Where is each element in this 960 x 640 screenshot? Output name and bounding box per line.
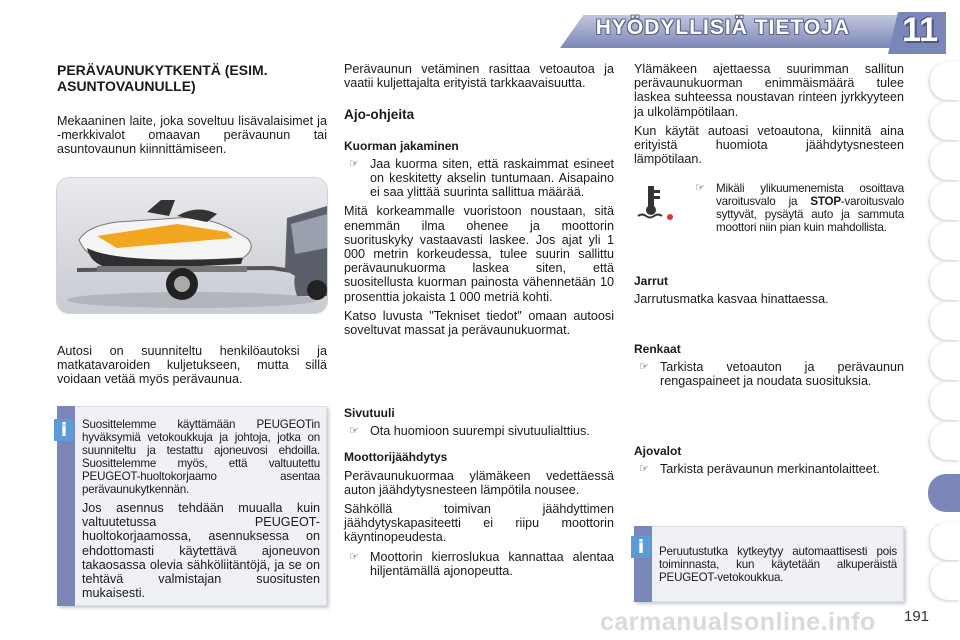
chapter-tab[interactable]: [930, 562, 960, 600]
trailer-illustration: [57, 178, 327, 313]
chapter-tab[interactable]: [930, 382, 960, 420]
hand-pointer-icon: ☞: [639, 361, 649, 374]
brakes-heading: Jarrut: [634, 274, 669, 288]
column-left: [57, 62, 327, 162]
tyres-heading: Renkaat: [634, 342, 681, 356]
tyres-block: [634, 342, 904, 394]
page-title: HYÖDYLLISIÄ TIETOJA: [595, 16, 850, 39]
chapter-tab[interactable]: [930, 522, 960, 560]
col2-intro: Perävaunun vetäminen rasittaa vetoautoa ja vaatii kuljettajalta erityistä tarkkaavaisuutta.: [344, 62, 614, 91]
brakes-block: [634, 274, 904, 311]
load-bullet: ☞ Jaa kuorma siten, että raskaimmat esineet on keskitetty akselin tuntumaan. Aisapaino ei saa ylittää suurinta sallittua määrää.: [344, 157, 614, 200]
coolant-temperature-warning-icon: [636, 184, 676, 224]
temp-warning-block: ☞ Mikäli ylikuumenemista osoittava varoitusvalo ja STOP-varoitusvalo syttyvät, pysäytä auto ja sammuta moottori niin pian kuin mahdollista.: [690, 182, 904, 239]
page-number: 191: [904, 608, 930, 625]
info-installation: Jos asennus tehdään muualla kuin valtuutetussa PEUGEOT-huoltokorjaamossa, asennuksessa on ehdottomasti käytettävä ajoneuvon takaosassa olevia sähköliitäntöjä, ja se on tehtävä valmistajan suositusten mukaisesti.: [82, 501, 320, 601]
parking-sensor-note: Peruutustutka kytkeytyy automaattisesti pois toiminnasta, kun käytetään alkuperäistä PEUGEOT-vetokoukkua.: [659, 545, 897, 584]
hand-pointer-icon: ☞: [349, 425, 359, 438]
chapter-tab[interactable]: [930, 222, 960, 260]
chapter-tab[interactable]: [930, 302, 960, 340]
chapter-tab[interactable]: [930, 142, 960, 180]
chapter-number: 11: [902, 11, 938, 49]
column-middle: [344, 62, 614, 342]
crosswind-bullet: ☞ Ota huomioon suurempi sivutuulialttius.: [344, 424, 614, 438]
info-icon: i: [631, 536, 651, 558]
lights-block: [634, 444, 904, 481]
info-box-small-text: [82, 418, 320, 501]
brakes-paragraph: Jarrutusmatka kasvaa hinattaessa.: [634, 292, 829, 307]
stop-label: STOP: [810, 195, 841, 208]
watermark: carmanualsonline.info: [600, 608, 876, 636]
uphill-paragraph: Ylämäkeen ajettaessa suurimman sallitun perävaunukuorman enimmäismäärä tulee laskea suhteessa noustavan rinteen jyrkkyyteen ja ulkolämpötilaan.: [634, 62, 904, 119]
coolant-paragraph: Kun käytät autoasi vetoautona, kiinnitä aina erityistä huomiota jäähdytysnesteen lämpötilaan.: [634, 123, 904, 167]
hand-pointer-icon: ☞: [695, 182, 705, 194]
info-box-right-text: [659, 545, 897, 589]
chapter-tab[interactable]: [930, 262, 960, 300]
section-heading: PERÄVAUNUKYTKENTÄ (ESIM. ASUNTOVAUNULLE): [57, 62, 268, 94]
intro-paragraph: Mekaaninen laite, joka soveltuu lisävalaisimet ja -merkkivalot omaavan perävaunun tai asuntovaunun kiinnittämiseen.: [57, 114, 327, 157]
load-heading: Kuorman jakaminen: [344, 138, 459, 153]
column-right: [634, 62, 904, 171]
cooling-heading: Moottorijäähdytys: [344, 450, 448, 465]
info-icon: i: [54, 419, 74, 441]
tyres-bullet: ☞ Tarkista vetoauton ja perävaunun rengaspaineet ja noudata suosituksia.: [634, 360, 904, 388]
info-box-large-text: [82, 501, 320, 605]
cooling-bullet: ☞ Moottorin kierroslukua kannattaa alentaa hiljentämällä ajonopeutta.: [344, 550, 614, 578]
hand-pointer-icon: ☞: [349, 157, 359, 170]
hand-pointer-icon: ☞: [349, 550, 359, 563]
chapter-tab[interactable]: [930, 102, 960, 140]
column-left-lower: [57, 344, 327, 392]
cooling-paragraph-1: Perävaunukuormaa ylämäkeen vedettäessä auton jäähdytysnesteen lämpötila nousee.: [344, 468, 614, 497]
driving-tips-heading: Ajo-ohjeita: [344, 107, 415, 123]
chapter-tab[interactable]: [930, 422, 960, 460]
hand-pointer-icon: ☞: [639, 463, 649, 476]
chapter-tab[interactable]: [930, 342, 960, 380]
cooling-paragraph-2: Sähköllä toimivan jäähdyttimen jäähdytyskapasiteetti ei riipu moottorin käyntinopeudesta.: [344, 502, 614, 545]
column-middle-lower: [344, 406, 614, 583]
lights-heading: Ajovalot: [634, 444, 682, 458]
specs-paragraph: Katso luvusta "Tekniset tiedot" omaan autoosi soveltuvat massat ja perävaunukuormat.: [344, 308, 614, 338]
chapter-tab-active[interactable]: [928, 474, 960, 512]
crosswind-heading: Sivutuuli: [344, 406, 395, 420]
info-recommendation: Suosittelemme käyttämään PEUGEOTin hyväksymiä vetokoukkuja ja johtoja, jotka on suunniteltu ja testattu ajoneuvosi ehdoilla. Suosittelemme myös, että valtuutettu PEUGEOT-huoltokorjaamo asentaa perävaunukytkennän.: [82, 418, 320, 496]
chapter-tab[interactable]: [930, 182, 960, 220]
jetski-trailer-image: [57, 178, 327, 313]
towing-paragraph: Autosi on suunniteltu henkilöautoksi ja matkatavaroiden kuljetukseen, mutta sillä voidaan vetää myös perävaunua.: [57, 344, 327, 387]
chapter-tab[interactable]: [930, 62, 960, 100]
lights-bullet: ☞ Tarkista perävaunun merkinantolaitteet.: [634, 462, 904, 476]
altitude-paragraph: Mitä korkeammalle vuoristoon noustaan, sitä enemmän ilma ohenee ja moottorin suorituskyky vastaavasti laskee. Jos ajat yli 1 000 metrin korkeudessa, tulee suurin sallittu perävaunukuorma laskea siten, että suositellusta kuorman painosta vähennetään 10 prosenttia jokaista 1 000 metriä kohti.: [344, 204, 614, 304]
